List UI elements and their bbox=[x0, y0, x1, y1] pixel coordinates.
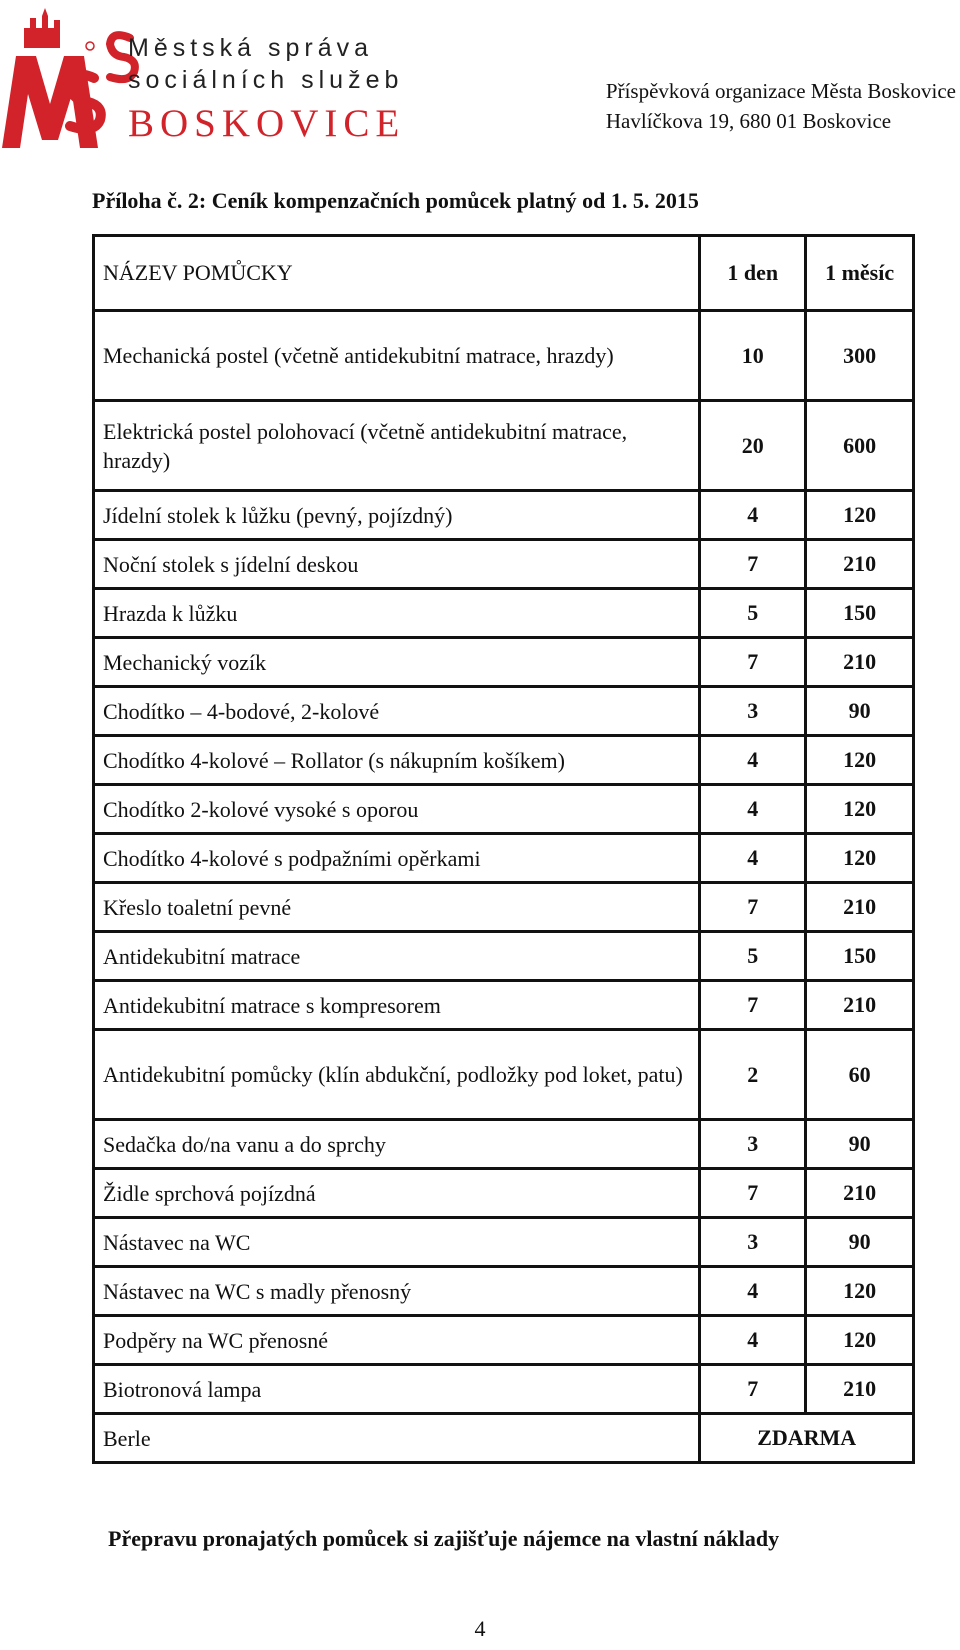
month-price-cell: 210 bbox=[806, 883, 914, 932]
item-name-cell: Chodítko – 4-bodové, 2-kolové bbox=[94, 687, 700, 736]
item-name-cell: Elektrická postel polohovací (včetně antidekubitní matrace, hrazdy) bbox=[94, 401, 700, 491]
price-table bbox=[92, 234, 915, 1464]
day-price-cell: 20 bbox=[700, 401, 806, 491]
month-price-cell: 120 bbox=[806, 491, 914, 540]
item-name-cell: Antidekubitní matrace s kompresorem bbox=[94, 981, 700, 1030]
table-row bbox=[94, 785, 914, 834]
day-price-cell: 7 bbox=[700, 1169, 806, 1218]
item-name-cell: Antidekubitní matrace bbox=[94, 932, 700, 981]
org-info-line1: Příspěvková organizace Města Boskovice bbox=[605, 79, 956, 103]
item-name-cell: Hrazda k lůžku bbox=[94, 589, 700, 638]
column-header-day: 1 den bbox=[700, 236, 806, 311]
month-price-cell: 120 bbox=[806, 1316, 914, 1365]
table-row bbox=[94, 736, 914, 785]
table-row bbox=[94, 834, 914, 883]
month-price-cell: 210 bbox=[806, 1365, 914, 1414]
day-price-cell: 7 bbox=[700, 540, 806, 589]
item-name-cell: Chodítko 2-kolové vysoké s oporou bbox=[94, 785, 700, 834]
month-price-cell: 120 bbox=[806, 785, 914, 834]
table-header-row bbox=[94, 236, 914, 311]
table-row bbox=[94, 638, 914, 687]
month-price-cell: 120 bbox=[806, 736, 914, 785]
day-price-cell: 7 bbox=[700, 1365, 806, 1414]
item-name-cell: Antidekubitní pomůcky (klín abdukční, podložky pod loket, patu) bbox=[94, 1030, 700, 1120]
table-row bbox=[94, 401, 914, 491]
table-row bbox=[94, 589, 914, 638]
item-name-cell: Nástavec na WC bbox=[94, 1218, 700, 1267]
month-price-cell: 90 bbox=[806, 1218, 914, 1267]
day-price-cell: 2 bbox=[700, 1030, 806, 1120]
page-header bbox=[0, 0, 960, 160]
table-row bbox=[94, 883, 914, 932]
month-price-cell: 600 bbox=[806, 401, 914, 491]
day-price-cell: 7 bbox=[700, 638, 806, 687]
month-price-cell: 120 bbox=[806, 1267, 914, 1316]
month-price-cell: 210 bbox=[806, 981, 914, 1030]
day-price-cell: 3 bbox=[700, 687, 806, 736]
day-price-cell: 5 bbox=[700, 932, 806, 981]
organization-info bbox=[606, 76, 956, 136]
day-price-cell: 5 bbox=[700, 589, 806, 638]
month-price-cell: 210 bbox=[806, 540, 914, 589]
table-row bbox=[94, 540, 914, 589]
table-row bbox=[94, 1316, 914, 1365]
org-name-line3: BOSKOVICE bbox=[128, 102, 406, 145]
day-price-cell: 7 bbox=[700, 981, 806, 1030]
day-price-cell: 3 bbox=[700, 1120, 806, 1169]
item-name-cell: Biotronová lampa bbox=[94, 1365, 700, 1414]
table-row bbox=[94, 1267, 914, 1316]
item-name-cell: Podpěry na WC přenosné bbox=[94, 1316, 700, 1365]
day-price-cell: 4 bbox=[700, 491, 806, 540]
month-price-cell: 300 bbox=[806, 311, 914, 401]
day-price-cell: 4 bbox=[700, 1267, 806, 1316]
mss-logo-icon bbox=[2, 8, 142, 153]
free-price-cell: ZDARMA bbox=[700, 1414, 914, 1463]
day-price-cell: 4 bbox=[700, 736, 806, 785]
page-number: 4 bbox=[474, 1616, 486, 1641]
table-row bbox=[94, 1030, 914, 1120]
item-name-cell: Sedačka do/na vanu a do sprchy bbox=[94, 1120, 700, 1169]
column-header-name: NÁZEV POMŮCKY bbox=[94, 236, 700, 311]
item-name-cell: Berle bbox=[94, 1414, 700, 1463]
item-name-cell: Mechanický vozík bbox=[94, 638, 700, 687]
table-row bbox=[94, 932, 914, 981]
item-name-cell: Křeslo toaletní pevné bbox=[94, 883, 700, 932]
table-row bbox=[94, 491, 914, 540]
month-price-cell: 210 bbox=[806, 638, 914, 687]
item-name-cell: Židle sprchová pojízdná bbox=[94, 1169, 700, 1218]
item-name-cell: Jídelní stolek k lůžku (pevný, pojízdný) bbox=[94, 491, 700, 540]
org-name-line2: sociálních služeb bbox=[128, 66, 404, 94]
day-price-cell: 3 bbox=[700, 1218, 806, 1267]
item-name-cell: Chodítko 4-kolové – Rollator (s nákupním košíkem) bbox=[94, 736, 700, 785]
table-row bbox=[94, 1414, 914, 1463]
month-price-cell: 90 bbox=[806, 1120, 914, 1169]
day-price-cell: 4 bbox=[700, 834, 806, 883]
org-name-line1: Městská správa bbox=[128, 34, 374, 62]
month-price-cell: 150 bbox=[806, 589, 914, 638]
month-price-cell: 90 bbox=[806, 687, 914, 736]
org-info-line2: Havlíčkova 19, 680 01 Boskovice bbox=[605, 109, 892, 133]
table-row bbox=[94, 687, 914, 736]
table-row bbox=[94, 1218, 914, 1267]
day-price-cell: 10 bbox=[700, 311, 806, 401]
day-price-cell: 7 bbox=[700, 883, 806, 932]
day-price-cell: 4 bbox=[700, 785, 806, 834]
table-body bbox=[94, 311, 914, 1463]
month-price-cell: 60 bbox=[806, 1030, 914, 1120]
item-name-cell: Chodítko 4-kolové s podpažními opěrkami bbox=[94, 834, 700, 883]
item-name-cell: Noční stolek s jídelní deskou bbox=[94, 540, 700, 589]
table-row bbox=[94, 981, 914, 1030]
day-price-cell: 4 bbox=[700, 1316, 806, 1365]
month-price-cell: 150 bbox=[806, 932, 914, 981]
table-row bbox=[94, 1120, 914, 1169]
month-price-cell: 210 bbox=[806, 1169, 914, 1218]
table-row bbox=[94, 1365, 914, 1414]
document-title: Příloha č. 2: Ceník kompenzačních pomůcek platný od 1. 5. 2015 bbox=[92, 188, 699, 213]
table-row bbox=[94, 1169, 914, 1218]
month-price-cell: 120 bbox=[806, 834, 914, 883]
organization-name bbox=[128, 32, 405, 150]
transport-footnote: Přepravu pronajatých pomůcek si zajišťuje nájemce na vlastní náklady bbox=[108, 1526, 780, 1551]
item-name-cell: Nástavec na WC s madly přenosný bbox=[94, 1267, 700, 1316]
column-header-month: 1 měsíc bbox=[806, 236, 914, 311]
table-row bbox=[94, 311, 914, 401]
item-name-cell: Mechanická postel (včetně antidekubitní matrace, hrazdy) bbox=[94, 311, 700, 401]
